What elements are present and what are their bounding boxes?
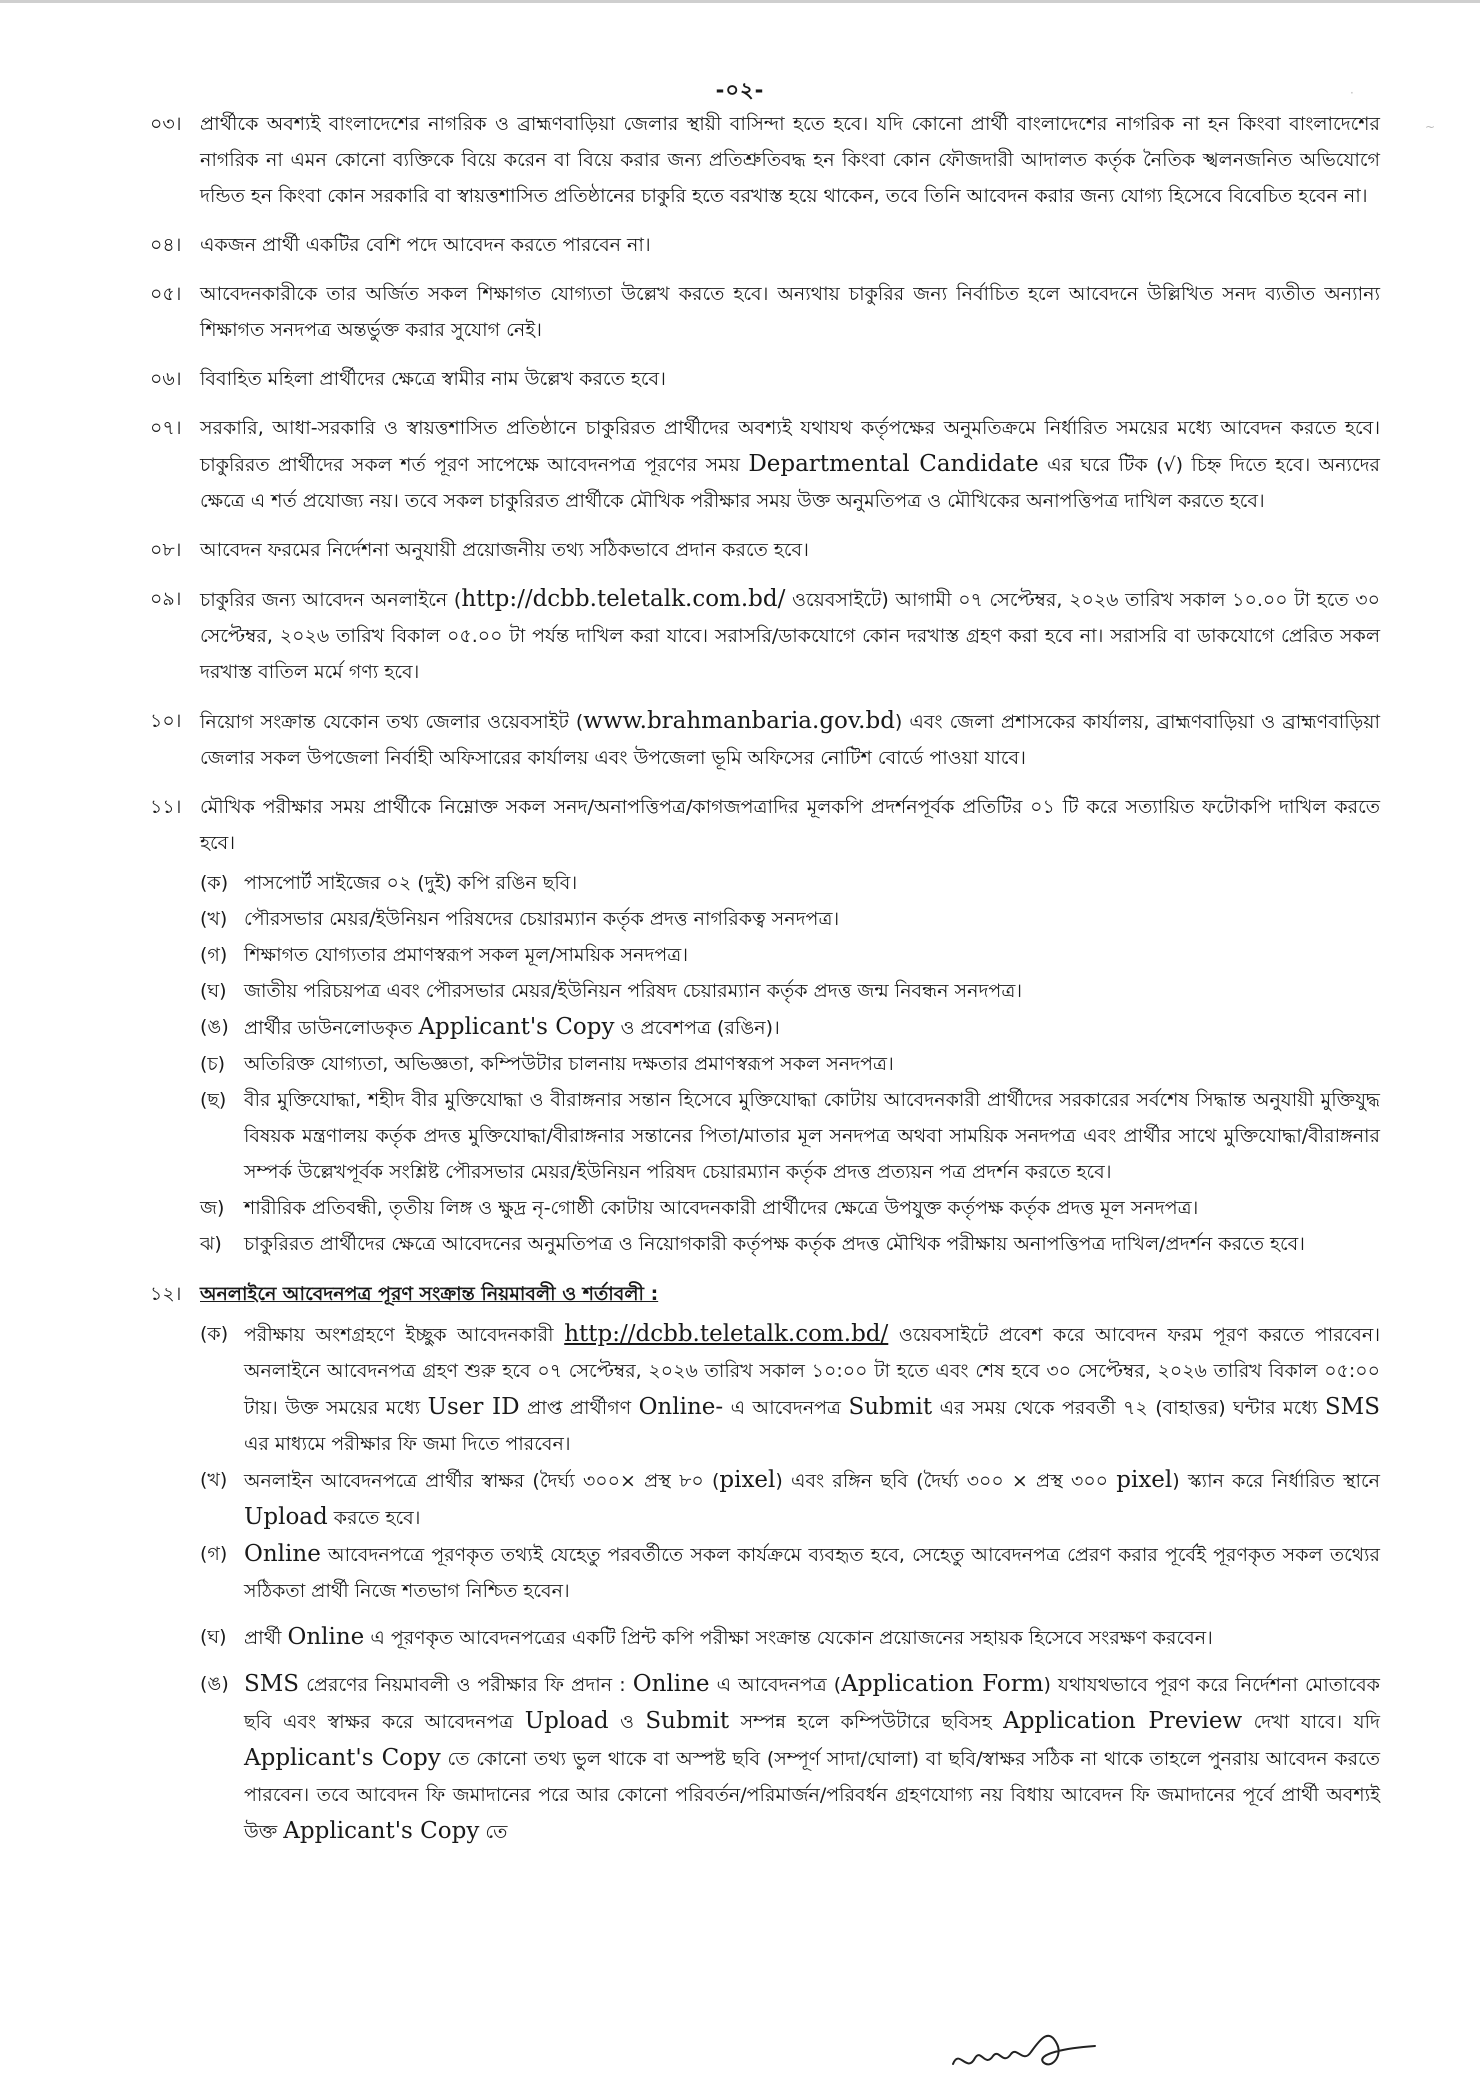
clause-text: আবেদনকারীকে তার অর্জিত সকল শিক্ষাগত যোগ্যতা উল্লেখ করতে হবে। অন্যথায় চাকুরির জন্য নির্বাচিত হলে আবেদনে উল্লিখিত সনদ ব্যতীত অন্যান্য শিক্ষাগত সনদপত্র অন্তর্ভুক্ত করার সুযোগ নেই। xyxy=(200,283,1380,341)
list-item-label: (ঙ) xyxy=(200,1016,229,1038)
list-item-label: (খ) xyxy=(200,908,228,930)
handwritten-signature xyxy=(945,2018,1105,2082)
list-item xyxy=(200,1666,1380,1850)
clause-10 xyxy=(150,703,1380,776)
list-item-text: সম্পন্ন হলে কম্পিউটারে ছবিসহ xyxy=(729,1711,1004,1733)
list-item-label: (গ) xyxy=(200,1543,228,1565)
upload-term: Upload xyxy=(244,1504,328,1530)
list-item-text: এর মাধ্যমে পরীক্ষার ফি জমা দিতে পারবেন। xyxy=(244,1433,571,1455)
section-heading: অনলাইনে আবেদনপত্র পূরণ সংক্রান্ত নিয়মাবলী ও শর্তাবলী : xyxy=(200,1283,659,1305)
list-item-text: ও xyxy=(608,1711,646,1733)
list-item-label: (ঘ) xyxy=(200,980,227,1002)
list-item-text: তে কোনো তথ্য ভুল থাকে বা অস্পষ্ট ছবি (সম্পূর্ণ সাদা/ঘোলা) বা ছবি/স্বাক্ষর সঠিক না থাকে তাহলে পুনরায় আবেদন করতে পারবেন। তবে আবেদন ফি জমাদানের পরে আর কোনো পরিবর্তন/পরিমার্জন/পরিবর্ধন গ্রহণযোগ্য নয় বিধায় আবেদন ফি জমাদানের পূর্বে প্রার্থী অবশ্যই উক্ত xyxy=(244,1748,1380,1843)
page-number: -০২- xyxy=(715,78,765,102)
applicants-copy-term: Applicant's Copy xyxy=(244,1745,441,1771)
submit-term: Submit xyxy=(848,1394,933,1420)
list-item-label: (ঙ) xyxy=(200,1673,229,1695)
list-item-label: (ক) xyxy=(200,872,229,894)
list-item-text: তে xyxy=(479,1821,508,1843)
list-item-text: শিক্ষাগত যোগ্যতার প্রমাণস্বরূপ সকল মূল/সাময়িক সনদপত্র। xyxy=(244,944,689,966)
list-item-text: শারীরিক প্রতিবন্ধী, তৃতীয় লিঙ্গ ও ক্ষুদ্র নৃ-গোষ্ঠী কোটায় আবেদনকারী প্রার্থীদের ক্ষেত্রে উপযুক্ত কর্তৃপক্ষ কর্তৃক প্রদত্ত মূল সনদপত্র। xyxy=(244,1197,1199,1219)
online-term: Online- xyxy=(638,1394,724,1420)
clause-text: নিয়োগ সংক্রান্ত যেকোন তথ্য জেলার ওয়েবসাইট ( xyxy=(200,711,584,733)
list-item-label: (ঘ) xyxy=(200,1626,227,1648)
list-item-text: চাকুরিরত প্রার্থীদের ক্ষেত্রে আবেদনের অনুমতিপত্র ও নিয়োগকারী কর্তৃপক্ষ কর্তৃক প্রদত্ত মৌখিক পরীক্ষায় অনাপত্তিপত্র দাখিল/প্রদর্শন করতে হবে। xyxy=(244,1233,1305,1255)
list-item xyxy=(200,937,1380,973)
clause-number: ১১। xyxy=(150,796,182,818)
list-item-text: এ আবেদনপত্র xyxy=(723,1397,849,1419)
required-documents-list xyxy=(200,865,1380,1262)
list-item-text: প্রার্থী xyxy=(244,1627,288,1649)
online-term: Online xyxy=(287,1624,365,1650)
online-term: Online xyxy=(632,1671,710,1697)
scan-mark: · xyxy=(1350,86,1354,100)
list-item-text: পরীক্ষায় অংশগ্রহণে ইচ্ছুক আবেদনকারী xyxy=(244,1324,565,1346)
clause-number: ১২। xyxy=(150,1283,182,1305)
list-item-text: দেখা যাবে। যদি xyxy=(1242,1711,1380,1733)
list-item xyxy=(200,1046,1380,1082)
list-item-text: প্রেরণের নিয়মাবলী ও পরীক্ষার ফি প্রদান : xyxy=(299,1674,633,1696)
list-item-text: অতিরিক্ত যোগ্যতা, অভিজ্ঞতা, কম্পিউটার চালনায় দক্ষতার প্রমাণস্বরূপ সকল সনদপত্র। xyxy=(244,1053,894,1075)
list-item-text: আবেদনপত্রে পূরণকৃত তথ্যই যেহেতু পরবর্তীতে সকল কার্যক্রমে ব্যবহৃত হবে, সেহেতু আবেদনপত্র প্রেরণ করার পূর্বেই পূরণকৃত সকল তথ্যের সঠিকতা প্রার্থী নিজে শতভাগ নিশ্চিত হবেন। xyxy=(244,1544,1380,1602)
list-item-text: পৌরসভার মেয়র/ইউনিয়ন পরিষদের চেয়ারম্যান কর্তৃক প্রদত্ত নাগরিকত্ব সনদপত্র। xyxy=(244,908,840,930)
clause-06 xyxy=(150,361,1380,397)
list-item-text: ) স্ক্যান করে নির্ধারিত স্থানে xyxy=(1172,1470,1381,1492)
list-item-text: জাতীয় পরিচয়পত্র এবং পৌরসভার মেয়র/ইউনিয়ন পরিষদ চেয়ারম্যান কর্তৃক প্রদত্ত জন্ম নিবন্ধন সনদপত্র। xyxy=(244,980,1023,1002)
list-item-text: এ পূরণকৃত আবেদনপত্রের একটি প্রিন্ট কপি পরীক্ষা সংক্রান্ত যেকোন প্রয়োজনের সহায়ক হিসেবে সংরক্ষণ করবেন। xyxy=(364,1627,1213,1649)
sms-term: SMS xyxy=(1324,1394,1380,1420)
list-item xyxy=(200,1316,1380,1462)
list-item-label: (চ) xyxy=(200,1053,226,1075)
list-item xyxy=(200,865,1380,901)
clause-number: ০৭। xyxy=(150,417,182,439)
clause-text: মৌখিক পরীক্ষার সময় প্রার্থীকে নিম্নোক্ত সকল সনদ/অনাপত্তিপত্র/কাগজপত্রাদির মূলকপি প্রদর্শনপূর্বক প্রতিটির ০১ টি করে সত্যায়িত ফটোকপি দাখিল করতে হবে। xyxy=(200,796,1380,854)
sms-term: SMS xyxy=(244,1671,300,1697)
list-item-label: ঝ) xyxy=(200,1233,222,1255)
list-item xyxy=(200,1619,1380,1656)
teletalk-website-link[interactable]: http://dcbb.teletalk.com.bd/ xyxy=(461,586,786,612)
list-item-text: ওয়েবসাইটে প্রবেশ করে আবেদন ফরম পূরণ করতে পারবেন। অনলাইনে আবেদনপত্র গ্রহণ শুরু হবে ০৭ সেপ্টেম্বর, ২০২৬ তারিখ সকাল ১০:০০ টা হতে এবং শেষ হবে ৩০ সেপ্টেম্বর, ২০২৬ তারিখ বিকাল ০৫:০০ টায়। উক্ত সময়ের মধ্যে xyxy=(244,1324,1381,1419)
list-item-text: করতে হবে। xyxy=(327,1507,421,1529)
list-item-text: পাসপোর্ট সাইজের ০২ (দুই) কপি রঙিন ছবি। xyxy=(244,872,578,894)
document-body xyxy=(150,106,1380,1850)
list-item-text: ও প্রবেশপত্র (রঙিন)। xyxy=(614,1017,780,1039)
list-item xyxy=(200,1009,1380,1046)
clause-text: বিবাহিত মহিলা প্রার্থীদের ক্ষেত্রে স্বামীর নাম উল্লেখ করতে হবে। xyxy=(200,368,666,390)
clause-text: আবেদন ফরমের নির্দেশনা অনুযায়ী প্রয়োজনীয় তথ্য সঠিকভাবে প্রদান করতে হবে। xyxy=(200,539,809,561)
user-id-term: User ID xyxy=(427,1394,520,1420)
list-item xyxy=(200,1536,1380,1609)
submit-term: Submit xyxy=(645,1708,730,1734)
list-item-label: (ছ) xyxy=(200,1089,227,1111)
clause-04 xyxy=(150,227,1380,263)
list-item xyxy=(200,1462,1380,1536)
clause-text: একজন প্রার্থী একটির বেশি পদে আবেদন করতে পারবেন না। xyxy=(200,234,651,256)
list-item-label: (খ) xyxy=(200,1469,228,1491)
clause-number: ০৫। xyxy=(150,283,182,305)
pixel-term: pixel xyxy=(1116,1467,1173,1493)
clause-text: প্রার্থীকে অবশ্যই বাংলাদেশের নাগরিক ও ব্রাহ্মণবাড়িয়া জেলার স্থায়ী বাসিন্দা হতে হবে। যদি কোনো প্রার্থী বাংলাদেশের নাগরিক না হন কিংবা বাংলাদেশের নাগরিক না এমন কোনো ব্যক্তিকে বিয়ে করেন বা বিয়ে করার জন্য প্রতিশ্রুতিবদ্ধ হন কিংবা কোন ফৌজদারী আদালত কর্তৃক নৈতিক স্খলনজনিত অভিযোগে দন্ডিত হন কিংবা কোন সরকারি বা স্বায়ত্তশাসিত প্রতিষ্ঠানের চাকুরি হতে বরখাস্ত হয়ে থাকেন, তবে তিনি আবেদন করার জন্য যোগ্য হিসেবে বিবেচিত হবেন না। xyxy=(200,113,1380,207)
application-form-term: Application Form xyxy=(841,1671,1044,1697)
clause-text: সরকারি, আধা-সরকারি ও স্বায়ত্তশাসিত প্রতিষ্ঠানে চাকুরিরত প্রার্থীদের অবশ্যই যথাযথ কর্তৃপক্ষের অনুমতিক্রমে নির্ধারিত সময়ের মধ্যে আবেদন করতে হবে। চাকুরিরত প্রার্থীদের সকল শর্ত পূরণ সাপেক্ষে আবেদনপত্র পূরণের সময় xyxy=(200,417,1380,476)
clause-number: ০৪। xyxy=(150,234,182,256)
clause-03 xyxy=(150,106,1380,214)
clause-11 xyxy=(150,789,1380,861)
clause-text: ওয়েবসাইটে) আগামী ০৭ সেপ্টেম্বর, ২০২৬ তারিখ সকাল ১০.০০ টা হতে ৩০ সেপ্টেম্বর, ২০২৬ তারিখ বিকাল ০৫.০০ টা পর্যন্ত দাখিল করা যাবে। সরাসরি/ডাকযোগে কোন দরখাস্ত গ্রহণ করা হবে না। সরাসরি বা ডাকযোগে প্রেরিত সকল দরখাস্ত বাতিল মর্মে গণ্য হবে। xyxy=(200,589,1380,683)
clause-12 xyxy=(150,1276,1380,1312)
clause-08 xyxy=(150,532,1380,568)
clause-05 xyxy=(150,276,1380,348)
clause-09 xyxy=(150,581,1380,690)
list-item-text: ) যথাযথভাবে পূরণ করে নির্দেশনা মোতাবেক ছবি এবং স্বাক্ষর করে আবেদনপত্র xyxy=(244,1674,1380,1733)
list-item-text: অনলাইন আবেদনপত্রে প্রার্থীর স্বাক্ষর (দৈর্ঘ্য ৩০০× প্রস্থ ৮০ ( xyxy=(244,1470,720,1492)
applicants-copy-term: Applicant's Copy xyxy=(283,1818,480,1844)
online-application-rules-list xyxy=(200,1316,1380,1850)
clause-text: ) এবং জেলা প্রশাসকের কার্যালয়, ব্রাহ্মণবাড়িয়া ও ব্রাহ্মণবাড়িয়া জেলার সকল উপজেলা নির্বাহী অফিসারের কার্যালয় এবং উপজেলা ভূমি অফিসের নোটিশ বোর্ডে পাওয়া যাবে। xyxy=(200,711,1380,769)
clause-07 xyxy=(150,410,1380,519)
clause-number: ১০। xyxy=(150,710,182,732)
departmental-candidate-term: Departmental Candidate xyxy=(748,451,1039,477)
list-item-text: এ আবেদনপত্র ( xyxy=(709,1674,842,1696)
upload-term: Upload xyxy=(524,1708,609,1734)
list-item-label: (গ) xyxy=(200,944,228,966)
clause-number: ০৬। xyxy=(150,368,182,390)
online-term: Online xyxy=(244,1541,321,1567)
pixel-term: pixel xyxy=(719,1467,776,1493)
list-item-label: জ) xyxy=(200,1197,225,1219)
clause-number: ০৩। xyxy=(150,113,182,135)
list-item xyxy=(200,901,1380,937)
application-preview-term: Application Preview xyxy=(1003,1708,1243,1734)
list-item-text: প্রার্থীর ডাউনলোডকৃত xyxy=(244,1017,419,1039)
clause-text: এর ঘরে টিক (√) চিহ্ন দিতে হবে। অন্যদের ক্ষেত্রে এ শর্ত প্রযোজ্য নয়। তবে সকল চাকুরিরত প্রার্থীকে মৌখিক পরীক্ষার সময় উক্ত অনুমতিপত্র ও মৌখিকের অনাপত্তিপত্র দাখিল করতে হবে। xyxy=(200,454,1381,512)
list-item-text: বীর মুক্তিযোদ্ধা, শহীদ বীর মুক্তিযোদ্ধা ও বীরাঙ্গনার সন্তান হিসেবে মুক্তিযোদ্ধা কোটায় আবেদনকারী প্রার্থীদের সরকারের সর্বশেষ সিদ্ধান্ত অনুযায়ী মুক্তিযুদ্ধ বিষয়ক মন্ত্রণালয় কর্তৃক প্রদত্ত মুক্তিযোদ্ধা/বীরাঙ্গনার সন্তানের পিতা/মাতার মূল সনদপত্র অথবা সাময়িক সনদপত্র এবং প্রার্থীর সাথে মুক্তিযোদ্ধা/বীরাঙ্গনার সম্পর্ক উল্লেখপূর্বক সংশ্লিষ্ট পৌরসভার মেয়র/ইউনিয়ন পরিষদ চেয়ারম্যান কর্তৃক প্রদত্ত প্রত্যয়ন পত্র প্রদর্শন করতে হবে। xyxy=(244,1089,1380,1183)
list-item-label: (ক) xyxy=(200,1323,229,1345)
list-item xyxy=(200,1226,1380,1262)
clause-text: চাকুরির জন্য আবেদন অনলাইনে ( xyxy=(200,589,462,611)
list-item-text: এর সময় থেকে পরবর্তী ৭২ (বাহাত্তর) ঘন্টার মধ্যে xyxy=(932,1397,1325,1419)
list-item-text: ) এবং রঙ্গিন ছবি (দৈর্ঘ্য ৩০০ × প্রস্থ ৩০০ xyxy=(775,1470,1117,1492)
list-item-text: প্রাপ্ত প্রার্থীগণ xyxy=(519,1397,639,1419)
teletalk-website-link[interactable]: http://dcbb.teletalk.com.bd/ xyxy=(564,1321,889,1347)
scan-mark: ~ xyxy=(1425,120,1436,134)
clause-number: ০৮। xyxy=(150,539,182,561)
list-item xyxy=(200,1082,1380,1190)
list-item xyxy=(200,1190,1380,1226)
list-item xyxy=(200,973,1380,1009)
district-website-link[interactable]: www.brahmanbaria.gov.bd xyxy=(583,708,895,734)
applicants-copy-term: Applicant's Copy xyxy=(418,1014,615,1040)
clause-number: ০৯। xyxy=(150,588,182,610)
page-top-rule xyxy=(0,0,1480,3)
